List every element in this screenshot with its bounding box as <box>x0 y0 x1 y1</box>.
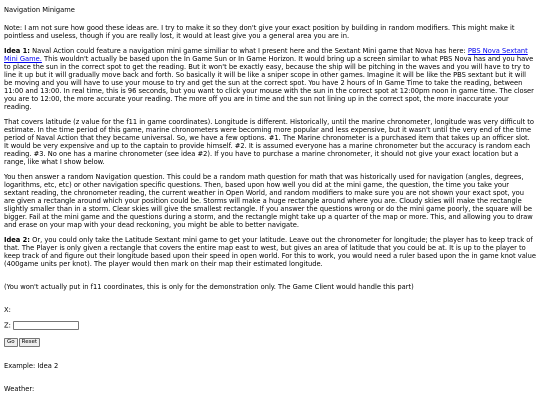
x-field-row <box>4 306 536 314</box>
z-coordinate-input[interactable] <box>13 321 79 330</box>
idea-1-text-before-link: Naval Action could feature a navigation mini game similiar to what I present here and the Sextant Mini game that Nova has here: <box>29 47 468 55</box>
page-title: Navigation Minigame <box>4 6 75 14</box>
z-field-row <box>4 321 536 330</box>
random-navigation-paragraph: You then answer a random Navigation question. This could be a random math question for math that was historically used for navigation (angles, degrees, logarithms, etc, etc) or other navigation specific questions. Then, based upon how well you did at the mini game, the question, the time you take your sextant reading, the chronometer reading, the current weather in Open World, and random modifiers to make sure you are not shown your exact spot, you are given a rectangle around which your position could be. Storms will make a huge rectangle around where you are. Cloudy skies will make the rectangle slightly smaller than in a storm. Clear skies will give the smallest rectangle. If you answer the questions wrong or do the mini game poorly, the square will be bigger. Fail at the mini game and the questions during a storm, and the rectangle might take up a quarter of the map or more. This, and allowing you to draw and erase on your map with your dead reckoning, you might be able to better navigate. <box>4 173 533 229</box>
intro-note: Note: I am not sure how good these ideas are. I try to make it so they don't give your exact position by building in random modifiers. This might make it pointless and useless, though if you are really lost, it would at least give you a general area you are in. <box>4 24 515 40</box>
longitude-paragraph: That covers latitude (z value for the f11 in game coordinates). Longitude is different. Historically, until the marine chronometer, longitude was very difficult to estimate. In the time period of this game, marine chronometers were becoming more popular and less expensive, but it wasn't until the very end of the time period of Naval Action that they became universal. So, we have a few options. #1. The Marine chronometer is a purchased item that takes up an officer slot. It would be very expensive and up to the captain to provide himself. #2. It is assumed everyone has a marine chronometer but the accuracy is random each reading. #3. No one has a marine chronometer (see idea #2). If you have to purchase a marine chronometer, it should not give your exact location but a range, like what I show below. <box>4 118 534 166</box>
idea-1-label: Idea 1: <box>4 47 30 55</box>
idea-1-text-after-link: This wouldn't actually be based upon the In Game Sun or In Game Horizon. It would bring up a screen similar to what PBS Nova has and you have to place the sun in the correct spot to get the reading. But it won't be exactly easy, because the ship will be pitching in the waves and you will have to try to line it up but it will gradually move back and forth. So basically it will be like a sniper scope in other games. Imagine it will be like the PBS sextant but it will be moving and you will have to use your mouse to try and get the sun at the correct spot. You have 2 hours of In Game Time to take the reading, between 11:00 and 13:00. In real time, this is 96 seconds, but you want to click your mouse with the sun in the correct spot at 12:00pm noon in game time. The closer you are to 12:00, the more accurate your reading. The more off you are in time and the sun not lining up in the correct spot, the more inaccurate your reading. <box>4 55 534 111</box>
z-label: Z: <box>4 321 11 330</box>
x-label: X: <box>4 306 11 314</box>
demo-note: (You won't actually put in f11 coordinates, this is only for the demonstration only. The Game Client would handle this part) <box>4 283 414 291</box>
spacer <box>4 275 536 283</box>
idea-2-label: Idea 2: <box>4 236 30 244</box>
example-label: Example: Idea 2 <box>4 362 59 370</box>
idea-1-paragraph <box>4 47 536 111</box>
idea-2-paragraph <box>4 236 536 268</box>
weather-label: Weather: <box>4 385 35 393</box>
go-button[interactable]: Go <box>4 338 18 347</box>
idea-2-text: Or, you could only take the Latitude Sextant mini game to get your latitude. Leave out the chronometer for longitude; the player has to keep track of that. The Player is only given a rectangle that covers the entire map east to west, but gives an area of latitude that you could be at. It is up to the player to keep track of and figure out their longitude based upon their speed in open world. For this to work, you would need a ruler based upon the in game knot value (400game units per knot). The player would then mark on their map their estimated longitude. <box>4 236 537 268</box>
pbs-nova-sextant-link[interactable]: PBS Nova Sextant Mini Game. <box>4 47 528 63</box>
reset-button[interactable]: Reset <box>19 338 40 347</box>
form-buttons <box>4 337 536 347</box>
spacer <box>4 298 536 306</box>
